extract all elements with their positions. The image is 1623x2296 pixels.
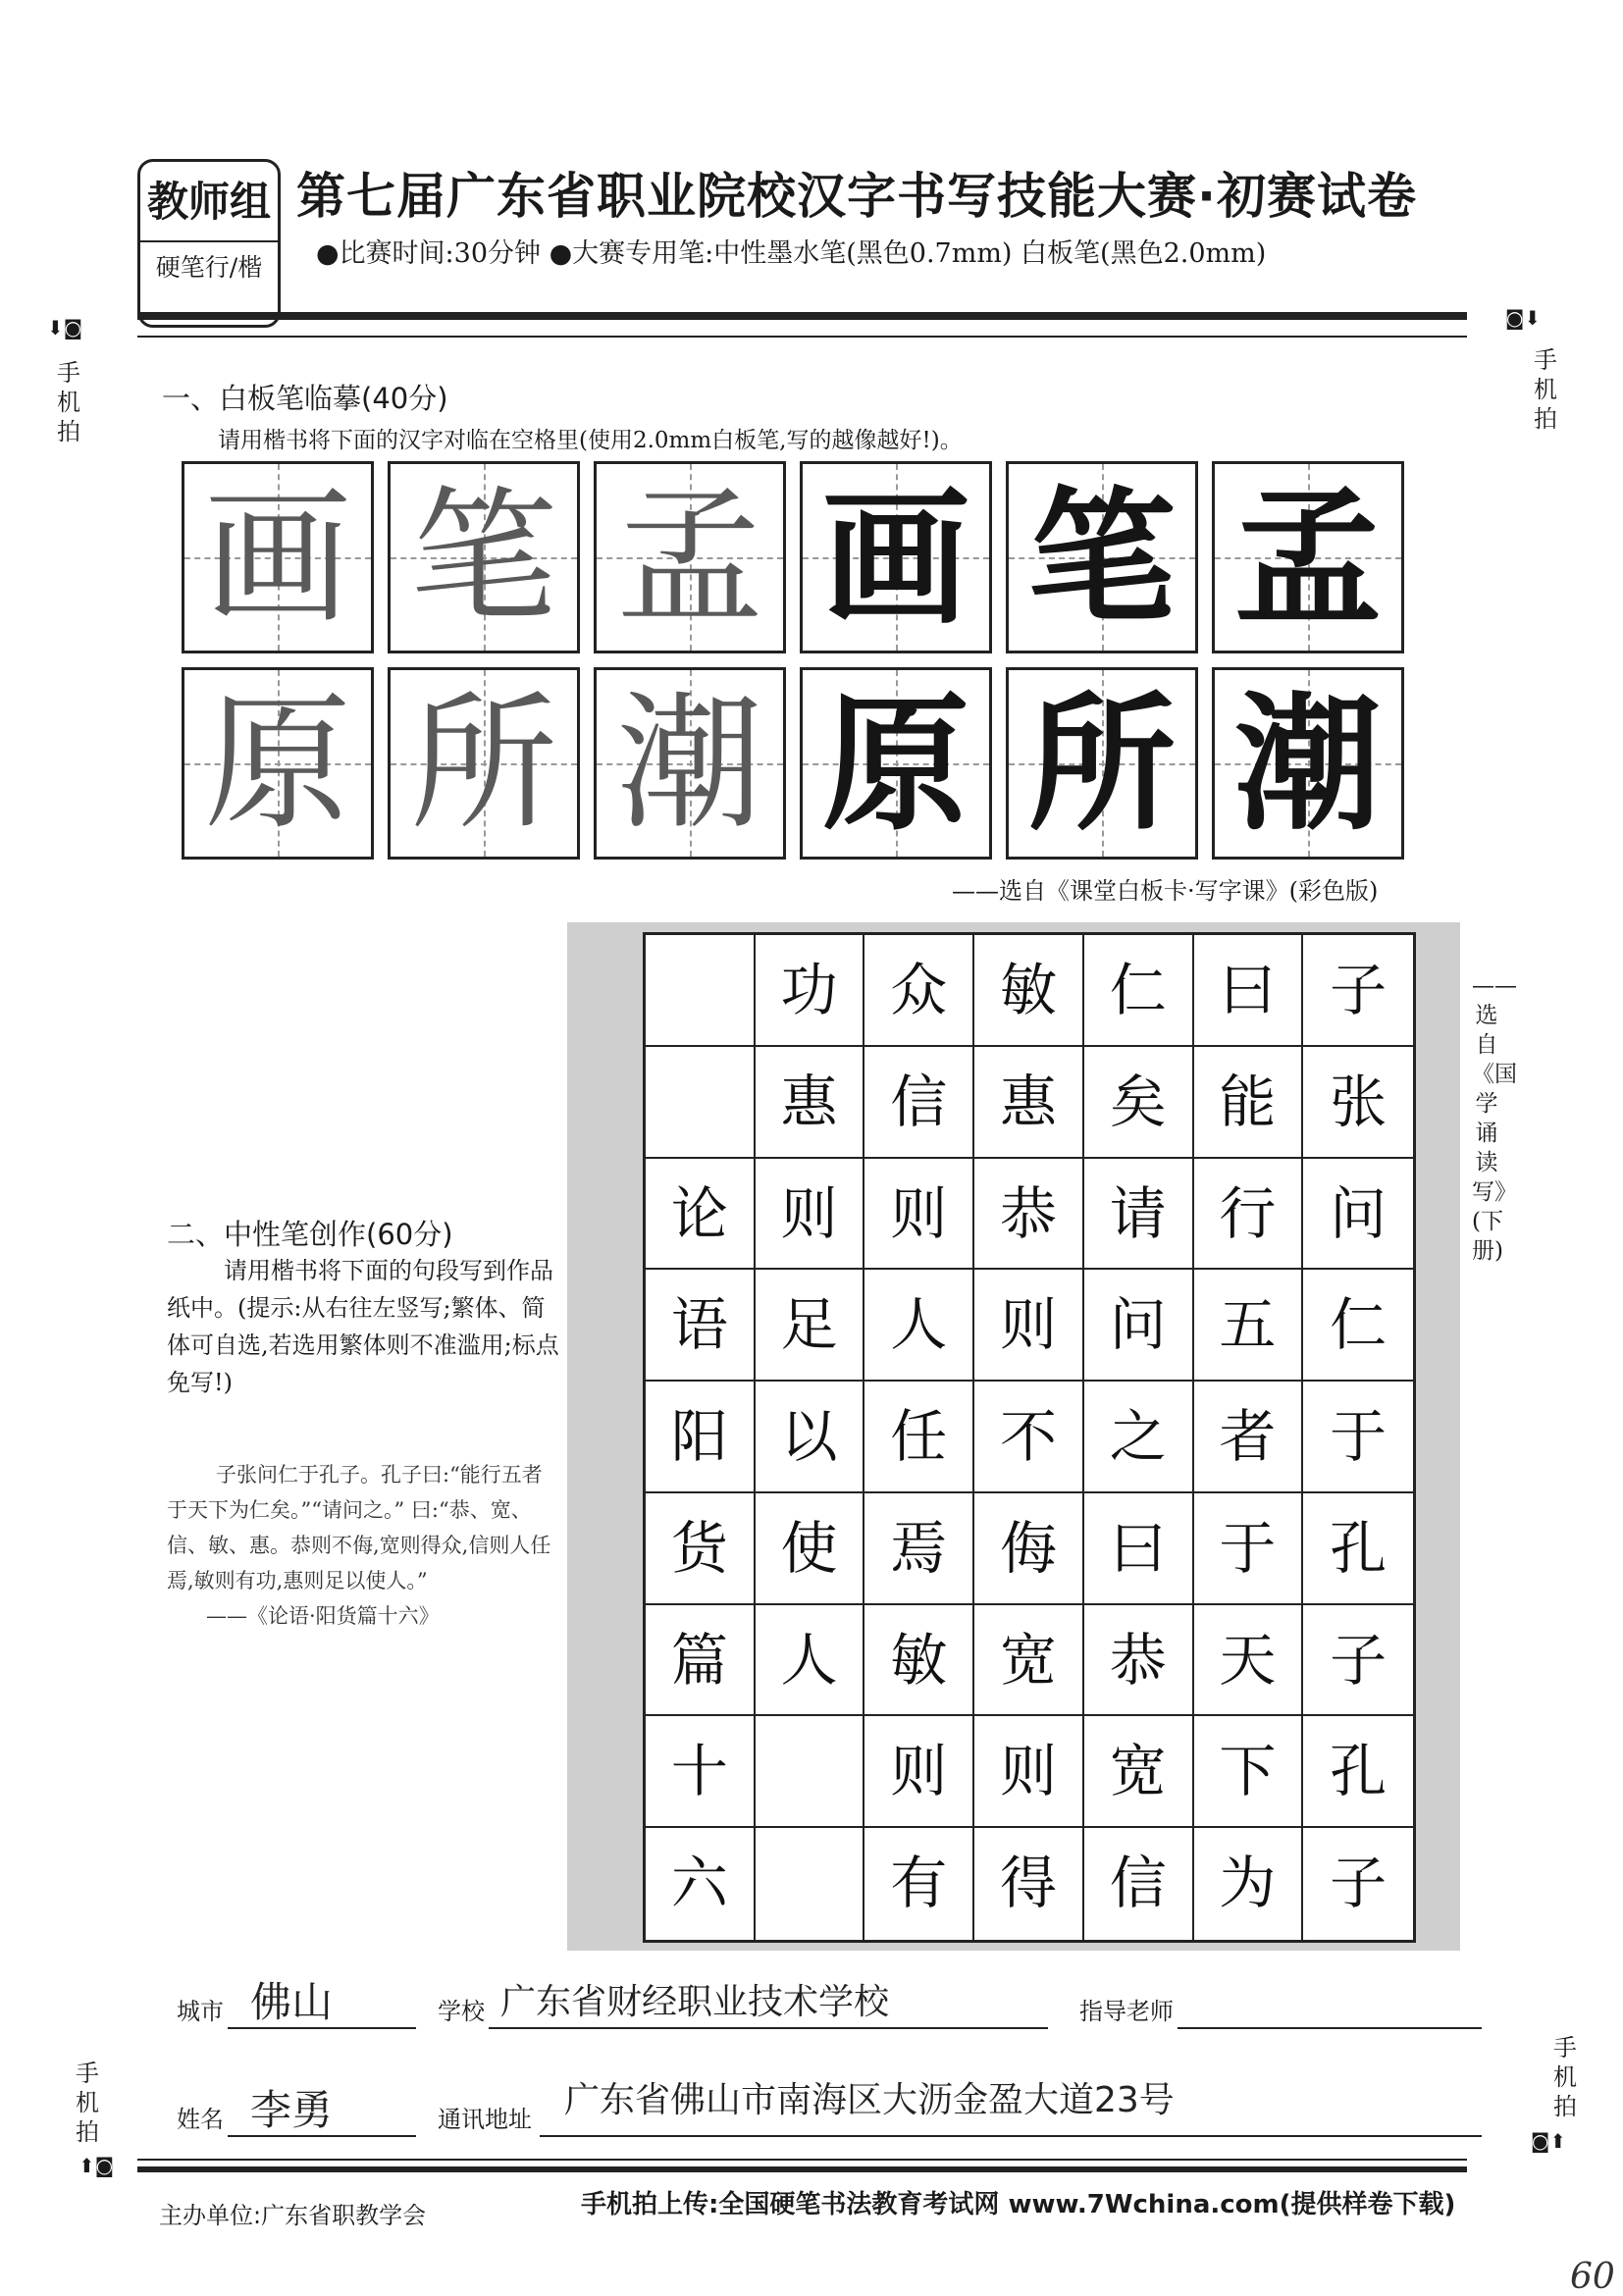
grid-cell: 人 bbox=[864, 1270, 974, 1382]
grid-cell: 任 bbox=[864, 1382, 974, 1493]
passage-text: 子张问仁于孔子。孔子曰:“能行五者于天下为仁矣。”“请问之。” 曰:“恭、宽、信、敏、惠。恭则不侮,宽则得众,信则人任焉,敏则有功,惠则足以使人。” bbox=[167, 1463, 551, 1592]
grid-cell: 得 bbox=[974, 1828, 1084, 1940]
name-field[interactable]: 李勇 bbox=[250, 2086, 334, 2134]
copy-character: 孟 bbox=[1233, 472, 1382, 645]
grid-cell: 请 bbox=[1084, 1159, 1194, 1271]
group-badge bbox=[137, 159, 281, 328]
city-underline bbox=[228, 2027, 416, 2029]
grid-cell: 则 bbox=[864, 1159, 974, 1271]
page-number: 60 bbox=[1570, 2257, 1615, 2296]
copy-character: 笔 bbox=[1027, 472, 1176, 645]
teacher-underline bbox=[1178, 2027, 1482, 2029]
badge-group-label: 教师组 bbox=[140, 162, 278, 242]
exam-title: 第七届广东省职业院校汉字书写技能大赛·初赛试卷 bbox=[296, 168, 1417, 225]
copy-cell bbox=[800, 461, 992, 653]
section2-passage bbox=[167, 1457, 554, 1634]
footer-organizer: 主办单位:广东省职教学会 bbox=[159, 2202, 427, 2229]
grid-cell: 信 bbox=[864, 1047, 974, 1159]
copy-character: 所 bbox=[409, 679, 557, 850]
school-label: 学校 bbox=[438, 1998, 485, 2025]
footer-upload-link[interactable]: 手机拍上传:全国硬笔书法教育考试网 www.7Wchina.com(提供样卷下载) bbox=[581, 2190, 1456, 2219]
exam-subtitle: ●比赛时间:30分钟 ●大赛专用笔:中性墨水笔(黑色0.7mm) 白板笔(黑色2.0mm) bbox=[316, 238, 1267, 269]
teacher-label: 指导老师 bbox=[1079, 1998, 1174, 2025]
grid-cell: 众 bbox=[864, 935, 974, 1047]
grid-cell: 仁 bbox=[1084, 935, 1194, 1047]
section1-instruction: 请用楷书将下面的汉字对临在空格里(使用2.0mm白板笔,写的越像越好!)。 bbox=[218, 428, 963, 453]
grid-cell: 敏 bbox=[974, 935, 1084, 1047]
grid-cell: 阳 bbox=[646, 1382, 756, 1493]
section1-title: 一、白板笔临摹(40分) bbox=[162, 382, 448, 415]
copy-cell bbox=[594, 667, 786, 860]
grid-cell: 曰 bbox=[1194, 935, 1304, 1047]
school-underline bbox=[489, 2027, 1048, 2029]
copy-character: 所 bbox=[1027, 678, 1176, 851]
side-note-right-bottom: 手机拍 bbox=[1553, 2034, 1577, 2120]
school-field[interactable]: 广东省财经职业技术学校 bbox=[500, 1982, 890, 2022]
grid-cell: 恭 bbox=[974, 1159, 1084, 1271]
grid-cell: 不 bbox=[974, 1382, 1084, 1493]
side-note-left-bottom: 手机拍 bbox=[76, 2060, 99, 2146]
header-rule-thick bbox=[137, 312, 1467, 320]
section2-side-source: ——选自《国学诵读写》(下册) bbox=[1472, 973, 1517, 1264]
footer-rule-thin bbox=[137, 2159, 1467, 2161]
grid-cell: 以 bbox=[756, 1382, 865, 1493]
copy-cell bbox=[182, 667, 374, 860]
grid-cell: 者 bbox=[1194, 1382, 1304, 1493]
grid-cell: 曰 bbox=[1084, 1493, 1194, 1605]
name-underline bbox=[228, 2135, 416, 2137]
passage-source: ——《论语·阳货篇十六》 bbox=[206, 1604, 440, 1628]
grid-cell: 之 bbox=[1084, 1382, 1194, 1493]
copy-character: 原 bbox=[821, 678, 969, 851]
copy-character: 潮 bbox=[615, 679, 763, 850]
copy-character: 孟 bbox=[615, 473, 763, 644]
grid-cell: 惠 bbox=[756, 1047, 865, 1159]
grid-cell: 于 bbox=[1303, 1382, 1413, 1493]
copy-cell bbox=[1006, 461, 1198, 653]
address-underline bbox=[540, 2135, 1482, 2137]
section2-title: 二、中性笔创作(60分) bbox=[167, 1218, 453, 1251]
section2-instruction: 请用楷书将下面的句段写到作品纸中。(提示:从右往左竖写;繁体、简体可自选,若选用繁体则不准滥用;标点免写!) bbox=[167, 1257, 559, 1396]
grid-cell: 焉 bbox=[864, 1493, 974, 1605]
grid-cell: 仁 bbox=[1303, 1270, 1413, 1382]
grid-cell: 则 bbox=[974, 1716, 1084, 1828]
grid-cell: 天 bbox=[1194, 1605, 1304, 1717]
copy-character: 潮 bbox=[1233, 678, 1382, 851]
grid-cell: 有 bbox=[864, 1828, 974, 1940]
grid-cell: 十 bbox=[646, 1716, 756, 1828]
grid-cell: 敏 bbox=[864, 1605, 974, 1717]
camera-down-icon: ⬇◙ bbox=[47, 316, 83, 339]
grid-cell: 信 bbox=[1084, 1828, 1194, 1940]
grid-cell: 语 bbox=[646, 1270, 756, 1382]
name-label: 姓名 bbox=[177, 2106, 224, 2133]
grid-cell: 矣 bbox=[1084, 1047, 1194, 1159]
grid-cell: 货 bbox=[646, 1493, 756, 1605]
grid-cell: 问 bbox=[1303, 1159, 1413, 1271]
side-note-left-top: 手机拍 bbox=[57, 359, 80, 445]
grid-cell: 子 bbox=[1303, 935, 1413, 1047]
grid-cell: 五 bbox=[1194, 1270, 1304, 1382]
grid-cell: 孔 bbox=[1303, 1493, 1413, 1605]
grid-cell: 于 bbox=[1194, 1493, 1304, 1605]
grid-cell bbox=[646, 1047, 756, 1159]
copy-cell bbox=[1212, 461, 1404, 653]
grid-cell: 宽 bbox=[1084, 1716, 1194, 1828]
copy-cell bbox=[182, 461, 374, 653]
grid-cell: 论 bbox=[646, 1159, 756, 1271]
grid-cell: 则 bbox=[974, 1270, 1084, 1382]
footer-rule-thick bbox=[137, 2166, 1467, 2172]
grid-cell: 子 bbox=[1330, 1850, 1387, 1917]
grid-cell: 下 bbox=[1194, 1716, 1304, 1828]
copy-cell bbox=[1006, 667, 1198, 860]
copy-cell bbox=[388, 667, 580, 860]
grid-cell: 张 bbox=[1303, 1047, 1413, 1159]
grid-cell: 能 bbox=[1194, 1047, 1304, 1159]
section1-source: ——选自《课堂白板卡·写字课》(彩色版) bbox=[952, 877, 1379, 905]
copy-character: 画 bbox=[821, 472, 969, 645]
grid-cell: 侮 bbox=[974, 1493, 1084, 1605]
address-field[interactable]: 广东省佛山市南海区大沥金盈大道23号 bbox=[564, 2080, 1175, 2120]
camera-up-icon: ◙⬆ bbox=[1531, 2129, 1567, 2153]
grid-cell: 则 bbox=[864, 1716, 974, 1828]
copy-cell bbox=[800, 667, 992, 860]
grid-cell: 惠 bbox=[974, 1047, 1084, 1159]
grid-cell bbox=[756, 1716, 865, 1828]
grid-cell: 行 bbox=[1194, 1159, 1304, 1271]
grid-cell: 为 bbox=[1194, 1828, 1304, 1940]
copy-character: 笔 bbox=[409, 473, 557, 644]
address-label: 通讯地址 bbox=[438, 2106, 532, 2133]
grid-cell bbox=[756, 1828, 865, 1940]
work-writing-grid bbox=[643, 932, 1416, 1943]
grid-cell: 篇 bbox=[646, 1605, 756, 1717]
grid-cell: 六 bbox=[646, 1828, 756, 1940]
copy-cell bbox=[388, 461, 580, 653]
grid-cell: 人 bbox=[756, 1605, 865, 1717]
grid-cell: 子 bbox=[1303, 1605, 1413, 1717]
camera-down-icon: ◙⬇ bbox=[1505, 306, 1542, 330]
copy-character: 画 bbox=[203, 473, 351, 644]
header-rule-thin bbox=[137, 336, 1467, 338]
side-note-right-top: 手机拍 bbox=[1534, 346, 1557, 433]
grid-cell: 宽 bbox=[974, 1605, 1084, 1717]
grid-cell: 孔 bbox=[1303, 1716, 1413, 1828]
grid-cell: 恭 bbox=[1084, 1605, 1194, 1717]
badge-category-label: 硬笔行/楷 bbox=[155, 253, 263, 282]
grid-cell: 则 bbox=[756, 1159, 865, 1271]
copy-cell bbox=[1212, 667, 1404, 860]
camera-up-icon: ⬆◙ bbox=[79, 2154, 115, 2177]
grid-cell: 问 bbox=[1084, 1270, 1194, 1382]
city-field[interactable]: 佛山 bbox=[250, 1978, 334, 2026]
grid-cell: 功 bbox=[756, 935, 865, 1047]
copy-cell bbox=[594, 461, 786, 653]
grid-cell: 足 bbox=[756, 1270, 865, 1382]
grid-cell: 使 bbox=[756, 1493, 865, 1605]
grid-cell bbox=[646, 935, 756, 1047]
copy-character: 原 bbox=[203, 679, 351, 850]
city-label: 城市 bbox=[177, 1998, 224, 2025]
